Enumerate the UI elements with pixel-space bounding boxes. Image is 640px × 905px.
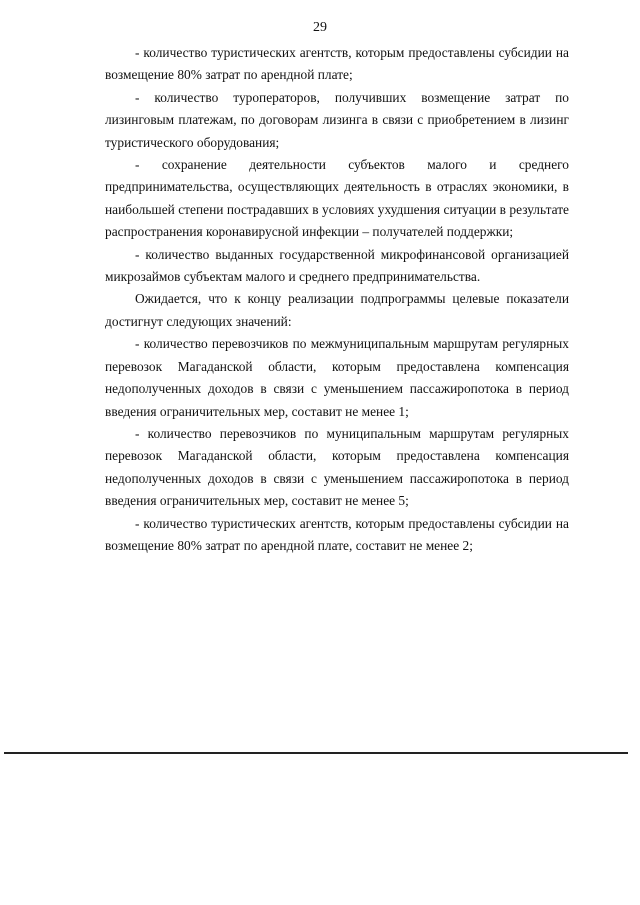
footer-divider bbox=[4, 752, 628, 754]
document-body bbox=[105, 42, 569, 557]
paragraph-sme-preservation: - сохранение деятельности субъектов малого и среднего предпринимательства, осуществляющих деятельность в отраслях экономики, в наибольшей степени пострадавших в условиях ухудшения ситуации в результате распространения коронавирусной инфекции – получателей поддержки; bbox=[105, 157, 569, 240]
paragraph-tour-operators-leasing: - количество туроператоров, получивших возмещение затрат по лизинговым платежам, по договорам лизинга в связи с приобретением в лизинг туристического оборудования; bbox=[105, 89, 569, 150]
page-number: 29 bbox=[313, 20, 327, 35]
paragraph-agencies-subsidies: - количество туристических агентств, которым предоставлены субсидии на возмещение 80% затрат по арендной плате; bbox=[105, 45, 569, 83]
paragraph-agencies-target: - количество туристических агентств, которым предоставлены субсидии на возмещение 80% затрат по арендной плате, составит не менее 2; bbox=[105, 515, 569, 553]
paragraph-expected-values-intro: Ожидается, что к концу реализации подпрограммы целевые показатели достигнут следующих значений: bbox=[105, 291, 569, 329]
paragraph-municipal-carriers: - количество перевозчиков по муниципальным маршрутам регулярных перевозок Магаданской области, которым предоставлена компенсация недополученных доходов в связи с уменьшением пассажиропотока в период введения ограничительных мер, составит не менее 5; bbox=[105, 425, 569, 509]
paragraph-intermunicipal-carriers: - количество перевозчиков по межмуниципальным маршрутам регулярных перевозок Магаданской области, которым предоставлена компенсация недополученных доходов в связи с уменьшением пассажиропотока в период введения ограничительных мер, составит не менее 1; bbox=[105, 336, 569, 419]
paragraph-microloans: - количество выданных государственной микрофинансовой организацией микрозаймов субъектам малого и среднего предпринимательства. bbox=[105, 246, 569, 285]
